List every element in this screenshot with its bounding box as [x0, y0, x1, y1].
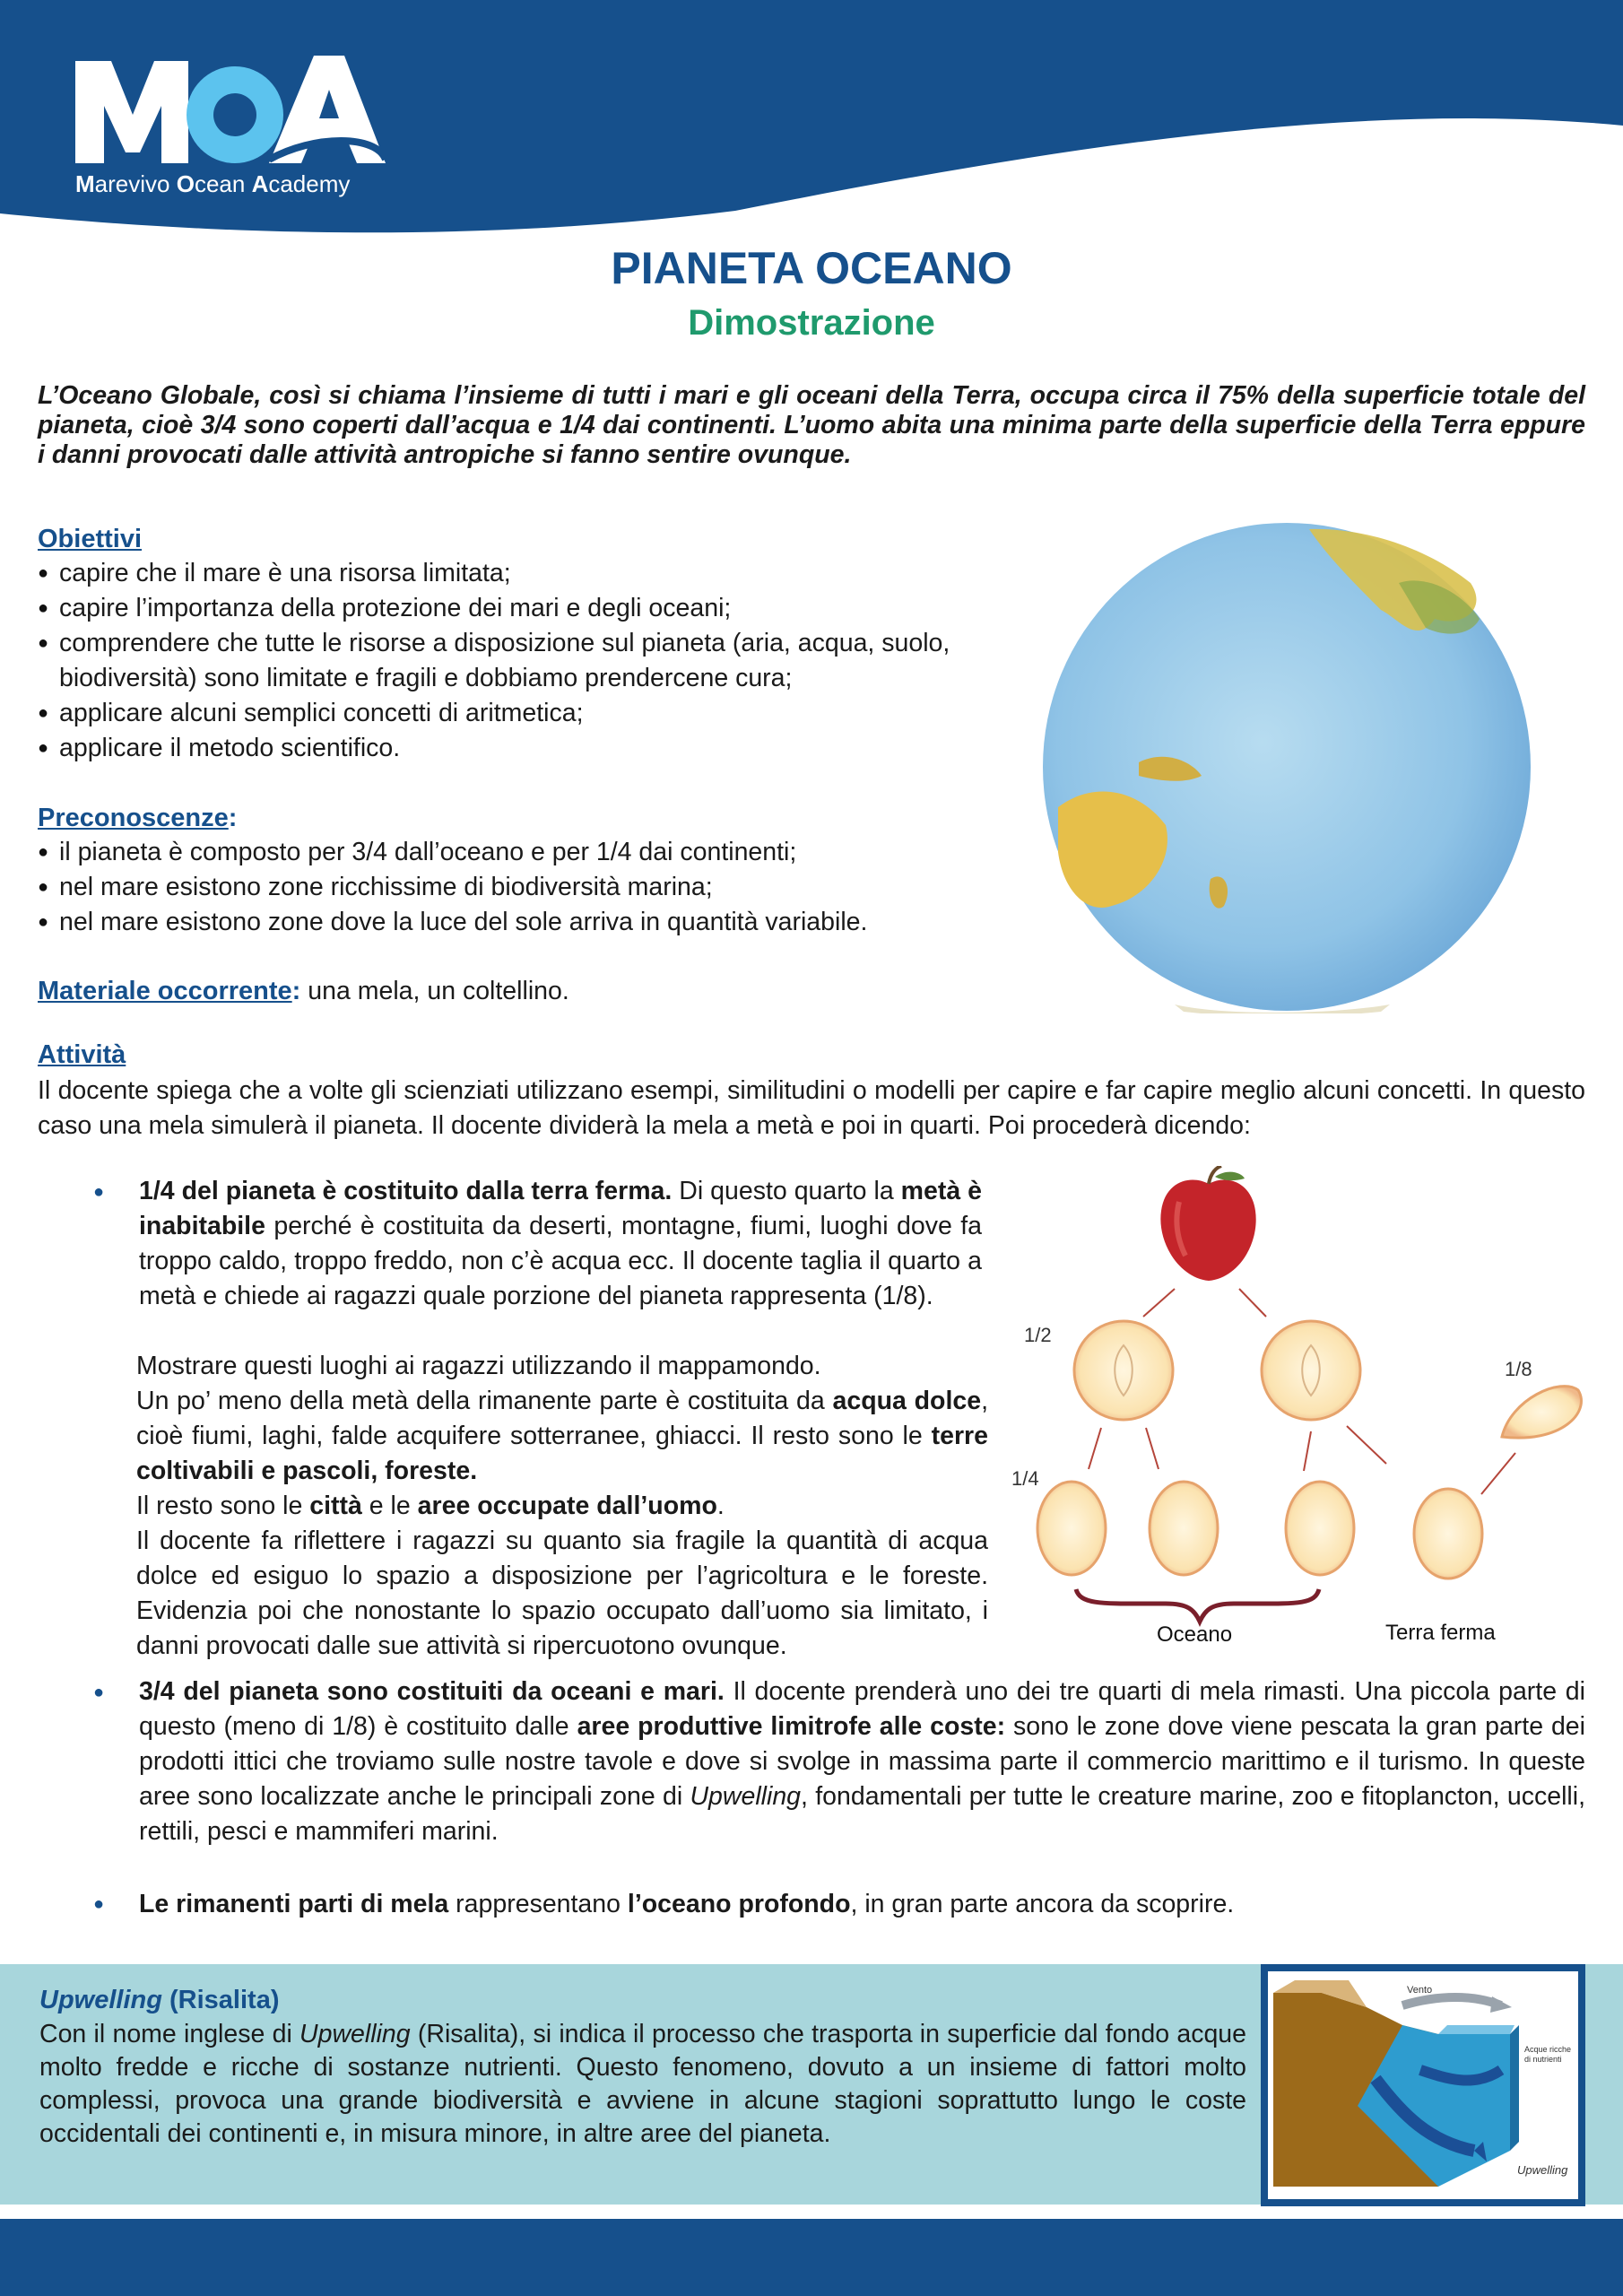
upwelling-diagram [1268, 1971, 1578, 2199]
activity-heading: Attività [38, 1040, 126, 1069]
intro-paragraph: L’Oceano Globale, così si chiama l’insieme di tutti i mari e gli oceani della Terra, occupa circa il 75% della superficie totale del pianeta, cioè 3/4 sono coperti dall’acqua e 1/4 dai continenti. L’uomo abita una minima parte della superficie della Terra eppure i danni provocati dalle attività antropiche si fanno sentire ovunque. [38, 381, 1585, 469]
list-item: ● capire l’importanza della protezione dei mari e degli oceani; [38, 591, 979, 626]
activity-item-3: Le rimanenti parti di mela rappresentano l’oceano profondo, in gran parte ancora da scoprire. [139, 1890, 1235, 1918]
logo-tagline: Marevivo Ocean Academy [75, 170, 351, 197]
materials-heading: Materiale occorrente [38, 977, 292, 1005]
quarter-label: 1/4 [1011, 1467, 1039, 1490]
whole-apple-icon [1160, 1166, 1255, 1281]
ocean-label: Oceano [1157, 1622, 1233, 1647]
prerequisites-list [38, 835, 1042, 940]
bullet-icon: ● [93, 1894, 105, 1914]
materials-line: Materiale occorrente: una mela, un coltellino. [38, 977, 569, 1005]
footer-bar [0, 2219, 1623, 2296]
prerequisites-heading: Preconoscenze [38, 804, 229, 832]
objectives-section [38, 525, 979, 766]
list-item: ● il pianeta è composto per 3/4 dall’oceano e per 1/4 dai continenti; [38, 835, 1042, 870]
activity-item-1: 1/4 del pianeta è costituito dalla terra ferma. Di questo quarto la metà è inabitabile perché è costituita da deserti, montagne, fiumi, luoghi dove fa troppo caldo, troppo freddo, non c’è acqua ecc. Il docente taglia il quarto a metà e chiede ai ragazzi quale porzione del pianeta rappresenta (1/8). [139, 1177, 982, 1310]
list-item: ● nel mare esistono zone ricchissime di biodiversità marina; [38, 870, 1042, 905]
half-apple-left-icon [1074, 1321, 1173, 1420]
page-title: PIANETA OCEANO [611, 243, 1012, 293]
apple-diagram [986, 1166, 1605, 1650]
half-label: 1/2 [1024, 1324, 1052, 1346]
land-label: Terra ferma [1385, 1621, 1496, 1645]
ocean-brace [1076, 1589, 1319, 1622]
bullet-icon: ● [93, 1683, 105, 1702]
upwelling-label: Upwelling [1517, 2163, 1568, 2177]
list-item: ● applicare il metodo scientifico. [38, 731, 979, 766]
eighth-label: 1/8 [1505, 1358, 1532, 1380]
list-item: ● comprendere che tutte le risorse a disposizione sul pianeta (aria, acqua, suolo, biodiversità) sono limitate e fragili e dobbiamo prendercene cura; [38, 626, 983, 696]
half-apple-right-icon [1262, 1321, 1360, 1420]
objectives-list [38, 556, 979, 766]
activity-intro: Il docente spiega che a volte gli scienziati utilizzano esempi, similitudini o modelli per capire e far capire meglio alcuni concetti. In questo caso una mela simulerà il pianeta. Il docente dividerà la mela a metà e poi in quarti. Poi procederà dicendo: [38, 1076, 1585, 1140]
list-item: ● nel mare esistono zone dove la luce del sole arriva in quantità variabile. [38, 905, 1042, 940]
upwelling-text: Con il nome inglese di Upwelling (Risalita), si indica il processo che trasporta in superficie dal fondo acque molto fredde e ricche di sostanze nutrienti. Questo fenomeno, dovuto a un insieme di fattori molto complessi, provoca una grande biodiversità e avviene in alcune stagioni soprattutto lungo le coste occidentali dei continenti e, in misura minore, in altre aree del pianeta. [39, 2020, 1247, 2148]
activity-heading-row [38, 1040, 126, 1070]
prerequisites-section: Preconoscenze: ● il pianeta è composto per 3/4 dall’oceano e per 1/4 dai continenti; ● nel mare esistono zone ricchissime di biodiversità marina; ● nel mare esistono zone dove la luce del sole arriva in quantità variabile. [38, 804, 1042, 940]
objectives-heading: Obiettivi [38, 525, 143, 553]
globe-illustration [1040, 520, 1533, 1013]
eighth-apple-icon [1502, 1387, 1581, 1439]
wind-label: Vento [1407, 1985, 1433, 1996]
activity-item-1-cont: Mostrare questi luoghi ai ragazzi utilizzando il mappamondo. Un po’ meno della metà della rimanente parte è costituita da acqua dolce, cioè fiumi, laghi, falde acquifere sotterranee, ghiacci. Il resto sono le terre coltivabili e pascoli, foreste. Il resto sono le città e le aree occupate dall’uomo. Il docente fa riflettere i ragazzi su quanto sia fragile la quantità di acqua dolce ed esiguo lo spazio a disposizione per l’agricoltura e le foreste. Evidenzia poi che nonostante lo spazio occupato dall’uomo sia limitato, i danni provocati dalle sue attività si ripercuotono ovunque. [136, 1352, 988, 1660]
list-item: ● capire che il mare è una risorsa limitata; [38, 556, 979, 591]
materials-text: una mela, un coltellino. [300, 977, 569, 1005]
quarter-apple-icon [1037, 1482, 1482, 1578]
page-subtitle: Dimostrazione [688, 303, 935, 343]
upwelling-title: Upwelling (Risalita) [39, 1986, 280, 2014]
activity-item-2: 3/4 del pianeta sono costituiti da oceani e mari. Il docente prenderà uno dei tre quarti di mela rimasti. Una piccola parte di questo (meno di 1/8) è costituito dalle aree produttive limitrofe alle coste: sono le zone dove viene pescata la gran parte dei prodotti ittici che troviamo sulle nostre tavole e dove si svolge in massima parte il commercio marittimo e il turismo. In queste aree sono localizzate anche le principali zone di Upwelling, fondamentali per tutte le creature marine, zoo e fitoplancton, uccelli, rettili, pesci e mammiferi marini. [139, 1677, 1585, 1846]
nutrients-label: Acque ricche di nutrienti [1524, 2045, 1572, 2064]
bullet-icon: ● [93, 1182, 105, 1202]
list-item: ● applicare alcuni semplici concetti di aritmetica; [38, 696, 979, 731]
header-wave [0, 0, 1623, 242]
